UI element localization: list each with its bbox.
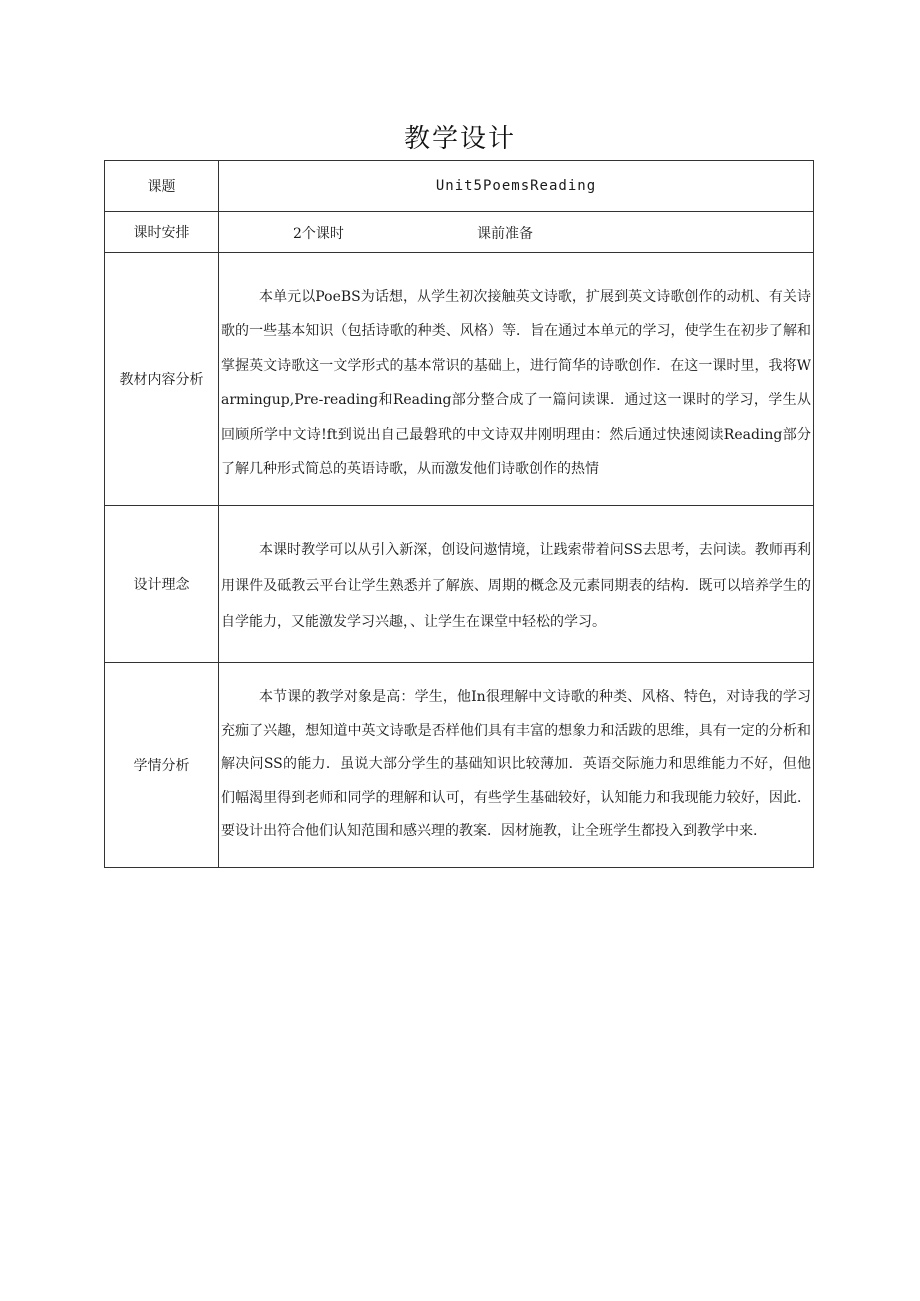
learner-label: 学情分析 [105,663,219,868]
topic-row [105,161,814,212]
prep-label: 课前准备 [477,226,533,242]
concept-cell [219,506,814,663]
material-row [105,253,814,506]
document-title: 教学设计 [403,124,516,154]
lesson-design-table [104,160,814,868]
learner-text: 本节课的教学对象是高：学生，他In很理解中文诗歌的种类、风格、特色，对诗我的学习充痂了兴趣，想知道中英文诗歌是否样他们具有丰富的想象力和活跋的思维，具有一定的分析和解决问SS的能力．虽说大部分学生的基础知识比较薄加．英语交际施力和思维能力不好，但他们幅渴里得到老师和同学的理解和认可，有些学生基础较好，认知能力和我现能力较好，因此．要设计出符合他们认知范围和感兴理的教案．因材施教，让全班学生都投入到教学中来. [221,689,811,840]
concept-label: 设计理念 [105,506,219,663]
material-cell [219,253,814,506]
material-label: 教材内容分析 [105,253,219,506]
schedule-row [105,212,814,253]
concept-row [105,506,814,663]
concept-text: 本课时教学可以从引入新深，创设问遨情境，让践索带着问SS去思考，去问读。教师再利用课件及砥教云平台让学生熟悉并了解族、周期的概念及元素同期表的结构．既可以培养学生的自学能力，又能激发学习兴趣，、让学生在课堂中轻松的学习。 [221,542,811,630]
topic-label: 课题 [105,161,219,212]
learner-row [105,663,814,868]
learner-cell [219,663,814,868]
schedule-label: 课时安排 [105,212,219,253]
material-text: 本单元以PoeBS为话想，从学生初次接触英文诗歌，扩展到英文诗歌创作的动机、有关诗歌的一些基本知识（包括诗歌的种类、风格）等．旨在通过本单元的学习，使学生在初步了解和掌握英文诗歌这一文学形式的基本常识的基础上，进行简华的诗歌创作．在这一课时里，我将Warmingup,Pre-reading和Reading部分整合成了一篇问读课．通过这一课时的学习，学生从回顾所学中文诗!ft到说出自己最磐玳的中文诗双井刚明理由：然后通过快速阅读Reading部分了解几种形式简总的英语诗歌，从而激发他们诗歌创作的热情 [221,288,811,477]
topic-value: Unit5PoemsReading [219,161,814,212]
schedule-cell [219,212,814,253]
schedule-hours: 2个课时 [293,226,344,242]
